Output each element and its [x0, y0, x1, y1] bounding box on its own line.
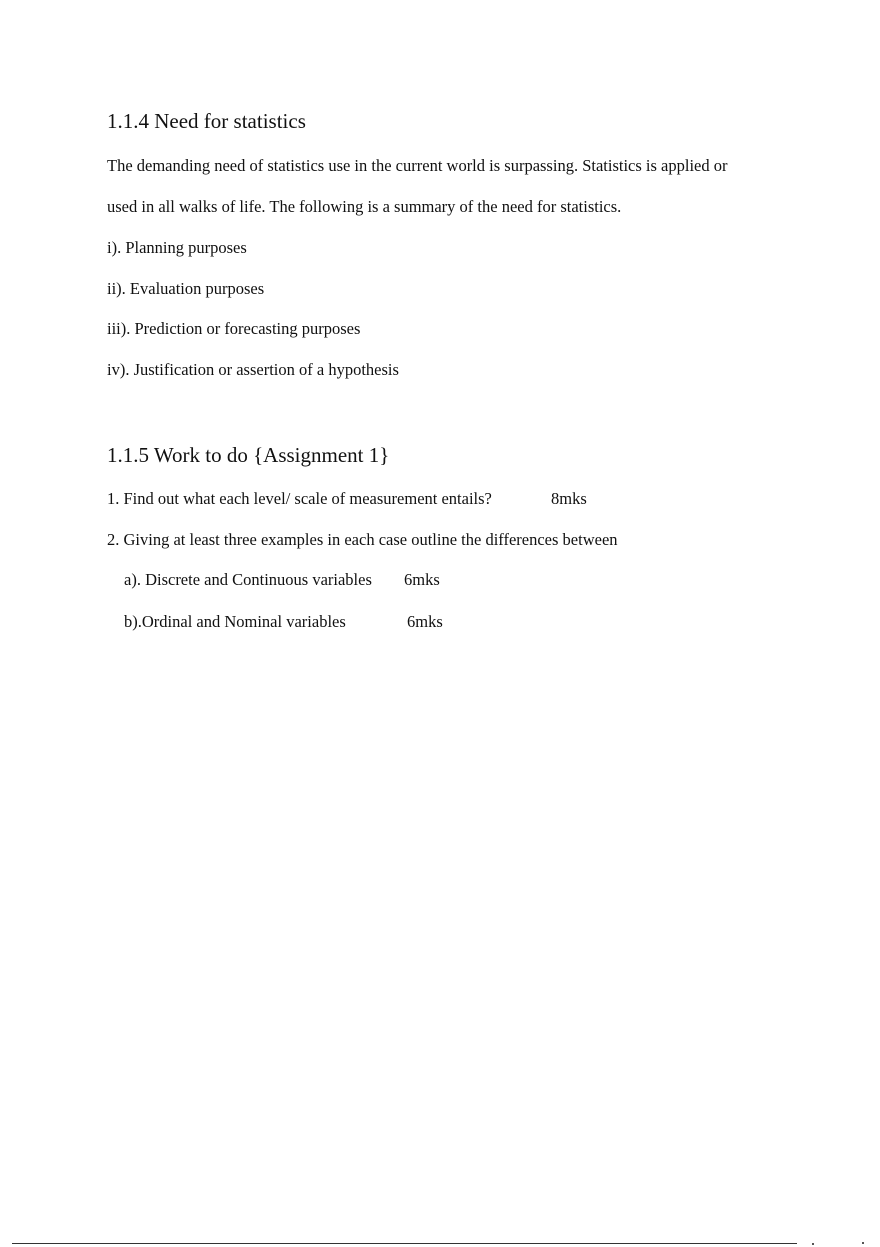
list-item-planning: i). Planning purposes: [107, 238, 247, 257]
question-2b-marks: 6mks: [407, 612, 443, 631]
list-item-prediction: iii). Prediction or forecasting purposes: [107, 319, 361, 338]
list-item-justification: iv). Justification or assertion of a hypothesis: [107, 360, 399, 379]
question-2a-marks: 6mks: [404, 570, 440, 589]
question-2a: a). Discrete and Continuous variables: [124, 570, 372, 589]
footer-divider: [12, 1243, 797, 1244]
section-heading-need-for-statistics: 1.1.4 Need for statistics: [107, 109, 306, 133]
question-2b: b).Ordinal and Nominal variables: [124, 612, 346, 631]
question-2: 2. Giving at least three examples in each case outline the differences between: [107, 530, 618, 549]
section-heading-work-to-do: 1.1.5 Work to do {Assignment 1}: [107, 443, 390, 467]
paragraph-line: used in all walks of life. The following is a summary of the need for statistics.: [107, 197, 622, 216]
question-1-marks: 8mks: [551, 489, 587, 508]
paragraph-line: The demanding need of statistics use in the current world is surpassing. Statistics is applied or: [107, 156, 728, 175]
footer-mark: [812, 1243, 814, 1245]
list-item-evaluation: ii). Evaluation purposes: [107, 279, 265, 298]
question-1: 1. Find out what each level/ scale of measurement entails?: [107, 489, 492, 508]
footer-mark: [862, 1242, 864, 1244]
